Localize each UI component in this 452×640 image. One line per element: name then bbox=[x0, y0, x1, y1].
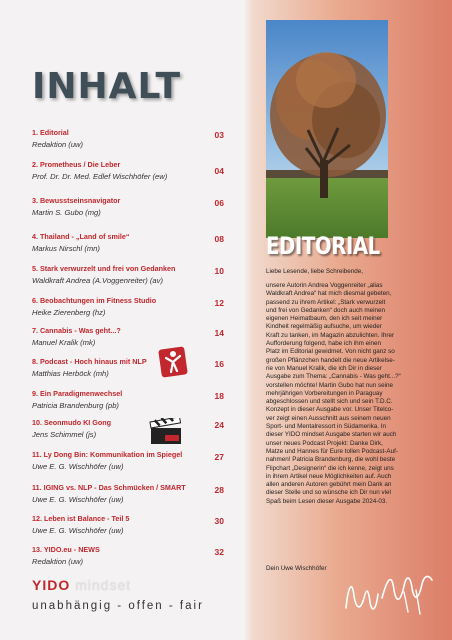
toc-item-page: 30 bbox=[214, 516, 224, 526]
body-line: Konzept in dieser Ausgabe vor. Unser Titelco- bbox=[266, 406, 394, 414]
toc-item[interactable] bbox=[32, 389, 224, 419]
toc-item-page: 24 bbox=[214, 420, 224, 430]
toc-item[interactable] bbox=[32, 232, 224, 262]
toc-item-page: 16 bbox=[214, 359, 224, 369]
toc-item-author: Uwe E. G. Wischhöfer (uw) bbox=[32, 526, 124, 535]
toc-item[interactable] bbox=[32, 160, 224, 190]
body-line: Kraft zu tanken, im Magazin abzulichten. Ihrer bbox=[266, 331, 395, 339]
toc-item[interactable] bbox=[32, 326, 224, 356]
toc-title: INHALT bbox=[32, 66, 182, 107]
toc-item-title: 2. Prometheus / Die Leber bbox=[32, 160, 121, 169]
toc-item-title: 11. Ly Dong Bin: Kommunikation im Spiegel bbox=[32, 450, 183, 459]
toc-item-title: 12. Leben ist Balance - Teil 5 bbox=[32, 514, 130, 523]
handwritten-signature bbox=[342, 568, 437, 620]
body-line: dieser Stelle und so wünsche ich Dir nun viel bbox=[266, 489, 391, 497]
body-line: Matze und Hannes für Eure tollen Podcast-Auf- bbox=[266, 447, 398, 455]
body-line: Waldkraft Andrea“ hat mich diesmal gebeten, bbox=[266, 290, 392, 298]
body-line: Kindheit regelmäßig aufsuche, um wieder bbox=[266, 323, 382, 331]
toc-item-author: Patricia Brandenburg (pb) bbox=[32, 401, 119, 410]
toc-item[interactable] bbox=[32, 196, 224, 226]
toc-item-author: Markus Nirschl (mn) bbox=[32, 244, 100, 253]
editorial-greeting: Liebe Lesende, liebe Schreibende, bbox=[266, 268, 363, 275]
clapperboard-icon bbox=[148, 418, 184, 446]
toc-item-page: 12 bbox=[214, 298, 224, 308]
toc-item-author: Uwe E. G. Wischhöfer (uw) bbox=[32, 462, 124, 471]
toc-item[interactable] bbox=[32, 296, 224, 326]
toc-item[interactable] bbox=[32, 545, 224, 575]
body-line: eigenen Heimatbaum, den ich seit meiner bbox=[266, 315, 383, 323]
toc-item[interactable] bbox=[32, 483, 224, 513]
brand-yido: YIDO bbox=[32, 577, 71, 593]
toc-item-page: 08 bbox=[214, 234, 224, 244]
toc-item-page: 06 bbox=[214, 198, 224, 208]
toc-item[interactable] bbox=[32, 514, 224, 544]
body-line: vorstellen möchte! Martin Gubo hat nun seine bbox=[266, 381, 394, 389]
body-line: rie von Manuel Kralik, die ich Dir in dieser bbox=[266, 364, 382, 372]
toc-item[interactable] bbox=[32, 264, 224, 294]
body-line: allen anderen Autoren gebührt mein Dank an bbox=[266, 481, 392, 489]
toc-item-page: 04 bbox=[214, 166, 224, 176]
toc-item-title: 11. IGING vs. NLP - Das Schmücken / SMART bbox=[32, 483, 186, 492]
body-line: ver zeigt einen Ausschnitt aus seinem neuen bbox=[266, 414, 391, 422]
toc-item[interactable] bbox=[32, 357, 224, 387]
toc-item-author: Heike Zierenberg (hz) bbox=[32, 308, 106, 317]
toc-item-title: 4. Thailand - „Land of smile“ bbox=[32, 232, 130, 241]
toc-item-title: 8. Podcast - Hoch hinaus mit NLP bbox=[32, 357, 147, 366]
toc-item-page: 28 bbox=[214, 485, 224, 495]
editorial-body bbox=[266, 282, 436, 506]
toc-item-title: 3. Bewusstseinsnavigator bbox=[32, 196, 121, 205]
brand-mindset: mindset bbox=[75, 577, 132, 593]
toc-item-title: 13. YIDO.eu - NEWS bbox=[32, 545, 100, 554]
toc-item-author: Redaktion (uw) bbox=[32, 140, 84, 149]
body-line: Flipchart „Designerin“ die ich kenne, zeigt uns bbox=[266, 464, 394, 472]
brand-slogan: unabhängig - offen - fair bbox=[32, 600, 204, 612]
body-line: passend zu ihrem Artikel: „Stark verwurzelt bbox=[266, 298, 386, 306]
body-line: Spaß beim Lesen dieser Ausgabe 2024-03. bbox=[266, 497, 388, 505]
toc-item-title: 5. Stark verwurzelt und frei von Gedanken bbox=[32, 264, 176, 273]
toc-item[interactable] bbox=[32, 418, 224, 448]
body-line: nahmen! Patricia Brandenburg, die wohl beste bbox=[266, 456, 396, 464]
toc-item-page: 32 bbox=[214, 547, 224, 557]
editorial-sign: Dein Uwe Wischhöfer bbox=[266, 565, 327, 572]
toc-item-author: Matthias Herböck (mh) bbox=[32, 369, 109, 378]
nlp-podcast-icon bbox=[158, 344, 188, 378]
body-line: dieser YIDO mindset Ausgabe starten wir auch bbox=[266, 431, 397, 439]
tree-photo bbox=[266, 20, 388, 238]
toc-item-title: 7. Cannabis - Was geht...? bbox=[32, 326, 121, 335]
toc-item-page: 27 bbox=[214, 452, 224, 462]
toc-item-page: 03 bbox=[214, 130, 224, 140]
toc-item-title: 9. Ein Paradigmenwechsel bbox=[32, 389, 123, 398]
toc-item-page: 14 bbox=[214, 328, 224, 338]
toc-item[interactable] bbox=[32, 450, 224, 480]
body-line: mehrjährigen Vorbereitungen in Paraguay bbox=[266, 389, 383, 397]
body-line: Ausgabe zum Thema: „Cannabis - Was geht...?“ bbox=[266, 373, 401, 381]
toc-item-author: Uwe E. G. Wischhöfer (uw) bbox=[32, 495, 124, 504]
toc-item[interactable] bbox=[32, 128, 224, 158]
brand-logo bbox=[32, 577, 131, 593]
body-line: abgeschlossen und stellt sich und sein T.D.C. bbox=[266, 398, 393, 406]
toc-item-author: Martin S. Gubo (mg) bbox=[32, 208, 101, 217]
body-line: und frei von Gedanken“ doch auch meinen bbox=[266, 306, 386, 314]
toc-item-author: Prof. Dr. Dr. Med. Edlef Wischhöfer (ew) bbox=[32, 172, 168, 181]
toc-item-author: Manuel Kralik (mk) bbox=[32, 338, 96, 347]
toc-item-page: 10 bbox=[214, 266, 224, 276]
toc-item-author: Jens Schimmel (js) bbox=[32, 430, 97, 439]
body-line: Aufforderung folgend, habe ich ihm einen bbox=[266, 340, 382, 348]
body-line: großen Pflänzchen handelt die neue Artikelse- bbox=[266, 356, 395, 364]
toc-item-page: 18 bbox=[214, 391, 224, 401]
body-line: Sport- und Mentalressort in Südamerika. In bbox=[266, 423, 387, 431]
toc-item-author: Redaktion (uw) bbox=[32, 557, 84, 566]
body-line: unsere Autorin Andrea Voggenreiter „alias bbox=[266, 282, 383, 289]
toc-item-title: 10. Seonmudo KI Gong bbox=[32, 418, 112, 427]
toc-item-title: 6. Beobachtungen im Fitness Studio bbox=[32, 296, 157, 305]
body-line: Platz im Editorial gewidmet. Von nicht ganz so bbox=[266, 348, 395, 356]
body-line: unser neues Podcast Projekt: Danke Dirk, bbox=[266, 439, 383, 447]
toc-item-author: Waldkraft Andrea (A.Voggenreiter) (av) bbox=[32, 276, 163, 285]
editorial-title: EDITORIAL bbox=[266, 232, 380, 260]
toc-item-title: 1. Editorial bbox=[32, 128, 69, 137]
body-line: in ihrem Artikel neue Möglichkeiten auf. Auch bbox=[266, 472, 392, 480]
